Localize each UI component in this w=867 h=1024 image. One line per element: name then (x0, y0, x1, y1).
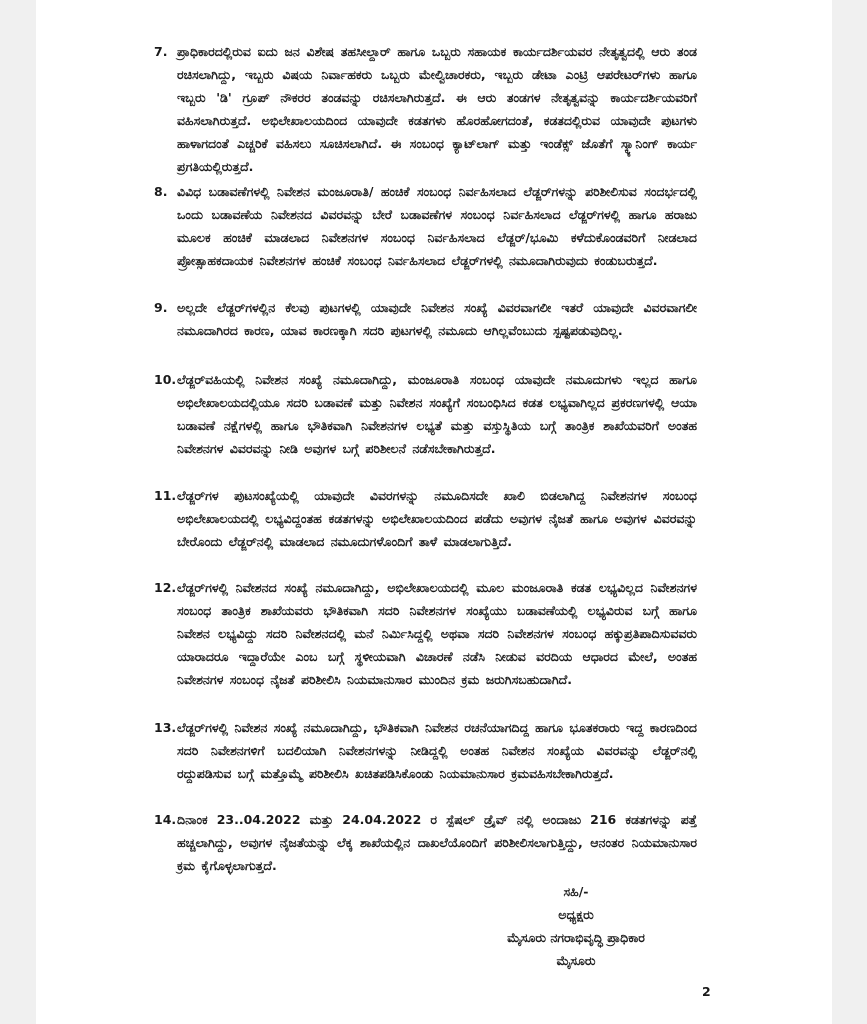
paragraph-number: 13. (154, 720, 177, 735)
paragraph-number: 14. (154, 812, 177, 827)
signatory-office: ಮೈಸೂರು ನಗರಾಭಿವೃದ್ಧಿ ಪ್ರಾಧಿಕಾರ (507, 930, 645, 945)
signatory-place: ಮೈಸೂರು (556, 953, 596, 968)
paragraph-number: 9. (154, 300, 168, 315)
paragraph-number: 12. (154, 580, 177, 595)
paragraph-text: ಲೆಡ್ಜರ್‌ವಹಿಯಲ್ಲಿ ನಿವೇಶನ ಸಂಖ್ಯೆ ನಮೂದಾಗಿದ್ದು, ಮಂಜೂರಾತಿ ಸಂಬಂಧ ಯಾವುದೇ ನಮೂದುಗಳು ಇಲ್ಲದ ಹಾಗೂ ಅಭಿಲೇಖಾಲಯದಲ್ಲಿಯೂ ಸದರಿ ಬಡಾವಣೆ ಮತ್ತು ನಿವೇಶನ ಸಂಖ್ಯೆಗೆ ಸಂಬಂಧಿಸಿದ ಕಡತ ಲಭ್ಯವಾಗಿಲ್ಲದ ಪ್ರಕರಣಗಳಲ್ಲಿ ಆಯಾ ಬಡಾವಣೆ ನಕ್ಷೆಗಳಲ್ಲಿ ಹಾಗೂ ಭೌತಿಕವಾಗಿ ನಿವೇಶನಗಳ ಲಭ್ಯತೆ ಮತ್ತು ವಸ್ತುಸ್ಥಿತಿಯ ಬಗ್ಗೆ ತಾಂತ್ರಿಕ ಶಾಖೆಯವರಿಗೆ ಅಂತಹ ನಿವೇಶನಗಳ ವಿವರವನ್ನು ನೀಡಿ ಅವುಗಳ ಬಗ್ಗೆ ಪರಿಶೀಲನೆ ನಡೆಸಬೇಕಾಗಿರುತ್ತದೆ. (177, 372, 697, 456)
paragraph-number: 10. (154, 372, 177, 387)
paragraph-text: ಅಲ್ಲದೇ ಲೆಡ್ಜರ್‌ಗಳಲ್ಲಿನ ಕೆಲವು ಪುಟಗಳಲ್ಲಿ ಯಾವುದೇ ನಿವೇಶನ ಸಂಖ್ಯೆ ವಿವರವಾಗಲೀ ಇತರೆ ಯಾವುದೇ ವಿವರವಾಗಲೀ ನಮೂದಾಗಿರದ ಕಾರಣ, ಯಾವ ಕಾರಣಕ್ಕಾಗಿ ಸದರಿ ಪುಟಗಳಲ್ಲಿ ನಮೂದು ಆಗಿಲ್ಲವೆಂಬುದು ಸ್ಪಷ್ಟಪಡುವುದಿಲ್ಲ. (177, 300, 697, 338)
signed-mark: ಸಹಿ/- (563, 884, 589, 899)
paragraph-text: ದಿನಾಂಕ 23..04.2022 ಮತ್ತು 24.04.2022 ರ ಸ್ಪೆಷಲ್ ಡ್ರೈವ್ ನಲ್ಲಿ ಅಂದಾಜು 216 ಕಡತಗಳನ್ನು ಪತ್ತೆ ಹಚ್ಚಲಾಗಿದ್ದು, ಅವುಗಳ ನೈಜತೆಯನ್ನು ಲೆಕ್ಕ ಶಾಖೆಯಲ್ಲಿನ ದಾಖಲೆಯೊಂದಿಗೆ ಪರಿಶೀಲಿಸಲಾಗುತ್ತಿದ್ದು, ಆನಂತರ ನಿಯಮಾನುಸಾರ ಕ್ರಮ ಕೈಗೊಳ್ಳಲಾಗುತ್ತದೆ. (177, 812, 697, 873)
paragraph-number: 11. (154, 488, 177, 503)
paragraph-text: ಲೆಡ್ಜರ್‌ಗಳ ಪುಟಸಂಖ್ಯೆಯಲ್ಲಿ ಯಾವುದೇ ವಿವರಗಳನ್ನು ನಮೂದಿಸದೇ ಖಾಲಿ ಬಿಡಲಾಗಿದ್ದ ನಿವೇಶನಗಳ ಸಂಬಂಧ ಅಭಿಲೇಖಾಲಯದಲ್ಲಿ ಲಭ್ಯವಿದ್ದಂತಹ ಕಡತಗಳನ್ನು ಅಭಿಲೇಖಾಲಯದಿಂದ ಪಡೆದು ಅವುಗಳ ನೈಜತೆ ಹಾಗೂ ಅವುಗಳ ವಿವರವನ್ನು ಬೇರೊಂದು ಲೆಡ್ಜರ್‌ನಲ್ಲಿ ಮಾಡಲಾದ ನಮೂದುಗಳೊಂದಿಗೆ ತಾಳೆ ಮಾಡಲಾಗುತ್ತಿದೆ. (177, 488, 697, 549)
paragraph-number: 7. (154, 44, 168, 59)
page-number: 2 (702, 984, 711, 999)
paragraph-text: ಪ್ರಾಧಿಕಾರದಲ್ಲಿರುವ ಐದು ಜನ ವಿಶೇಷ ತಹಸೀಲ್ದಾರ್ ಹಾಗೂ ಒಬ್ಬರು ಸಹಾಯಕ ಕಾರ್ಯದರ್ಶಿಯವರ ನೇತೃತ್ವದಲ್ಲಿ ಆರು ತಂಡ ರಚಿಸಲಾಗಿದ್ದು, ಇಬ್ಬರು ವಿಷಯ ನಿರ್ವಾಹಕರು ಒಬ್ಬರು ಮೇಲ್ವಿಚಾರಕರು, ಇಬ್ಬರು ಡೇಟಾ ಎಂಟ್ರಿ ಆಪರೇಟರ್‌ಗಳು ಹಾಗೂ ಇಬ್ಬರು 'ಡಿ' ಗ್ರೂಪ್ ನೌಕರರ ತಂಡವನ್ನು ರಚಿಸಲಾಗಿರುತ್ತದೆ. ಈ ಆರು ತಂಡಗಳ ನೇತೃತ್ವವನ್ನು ಕಾರ್ಯದರ್ಶಿಯವರಿಗೆ ವಹಿಸಲಾಗಿರುತ್ತದೆ. ಅಭಿಲೇಖಾಲಯದಿಂದ ಯಾವುದೇ ಕಡತಗಳು ಹೊರಹೋಗದಂತೆ, ಕಡತದಲ್ಲಿರುವ ಯಾವುದೇ ಪುಟಗಳು ಹಾಳಾಗದಂತೆ ಎಚ್ಚರಿಕೆ ವಹಿಸಲು ಸೂಚಿಸಲಾಗಿದೆ. ಈ ಸಂಬಂಧ ಕ್ಯಾಟ್‌ಲಾಗ್ ಮತ್ತು ಇಂಡೆಕ್ಸ್ ಜೊತೆಗೆ ಸ್ಕ್ಯಾನಿಂಗ್ ಕಾರ್ಯ ಪ್ರಗತಿಯಲ್ಲಿರುತ್ತದೆ. (177, 44, 697, 174)
document-page (36, 0, 832, 1024)
paragraph-number: 8. (154, 184, 168, 199)
paragraph-text: ಲೆಡ್ಜರ್‌ಗಳಲ್ಲಿ ನಿವೇಶನ ಸಂಖ್ಯೆ ನಮೂದಾಗಿದ್ದು, ಭೌತಿಕವಾಗಿ ನಿವೇಶನ ರಚನೆಯಾಗದಿದ್ದ ಹಾಗೂ ಭೂತಕರಾರು ಇದ್ದ ಕಾರಣದಿಂದ ಸದರಿ ನಿವೇಶನಗಳಿಗೆ ಬದಲಿಯಾಗಿ ನಿವೇಶನಗಳನ್ನು ನೀಡಿದ್ದಲ್ಲಿ ಅಂತಹ ನಿವೇಶನ ಸಂಖ್ಯೆಯ ವಿವರವನ್ನು ಲೆಡ್ಜರ್‌ನಲ್ಲಿ ರದ್ದುಪಡಿಸುವ ಬಗ್ಗೆ ಮತ್ತೊಮ್ಮೆ ಪರಿಶೀಲಿಸಿ ಖಚಿತಪಡಿಸಿಕೊಂಡು ನಿಯಮಾನುಸಾರ ಕ್ರಮವಹಿಸಬೇಕಾಗಿರುತ್ತದೆ. (177, 720, 697, 781)
paragraph-text: ಲೆಡ್ಜರ್‌ಗಳಲ್ಲಿ ನಿವೇಶನದ ಸಂಖ್ಯೆ ನಮೂದಾಗಿದ್ದು, ಅಭಿಲೇಖಾಲಯದಲ್ಲಿ ಮೂಲ ಮಂಜೂರಾತಿ ಕಡತ ಲಭ್ಯವಿಲ್ಲದ ನಿವೇಶನಗಳ ಸಂಬಂಧ ತಾಂತ್ರಿಕ ಶಾಖೆಯವರು ಭೌತಿಕವಾಗಿ ಸದರಿ ನಿವೇಶನಗಳ ಸಂಖ್ಯೆಯು ಬಡಾವಣೆಯಲ್ಲಿ ಲಭ್ಯವಿರುವ ಬಗ್ಗೆ ಹಾಗೂ ನಿವೇಶನ ಲಭ್ಯವಿದ್ದು ಸದರಿ ನಿವೇಶನದಲ್ಲಿ ಮನೆ ನಿರ್ಮಿಸಿದ್ದಲ್ಲಿ ಅಥವಾ ಸದರಿ ನಿವೇಶನಗಳ ಸಂಬಂಧ ಹಕ್ಕುಪ್ರತಿಪಾದಿಸುವವರು ಯಾರಾದರೂ ಇದ್ದಾರೆಯೇ ಎಂಬ ಬಗ್ಗೆ ಸ್ಥಳೀಯವಾಗಿ ವಿಚಾರಣೆ ನಡೆಸಿ ನೀಡುವ ವರದಿಯ ಆಧಾರದ ಮೇಲೆ, ಅಂತಹ ನಿವೇಶನಗಳ ಸಂಬಂಧ ನೈಜತೆ ಪರಿಶೀಲಿಸಿ ನಿಯಮಾನುಸಾರ ಮುಂದಿನ ಕ್ರಮ ಜರುಗಿಸಬಹುದಾಗಿದೆ. (177, 580, 697, 687)
paragraph-text: ವಿವಿಧ ಬಡಾವಣೆಗಳಲ್ಲಿ ನಿವೇಶನ ಮಂಜೂರಾತಿ/ ಹಂಚಿಕೆ ಸಂಬಂಧ ನಿರ್ವಹಿಸಲಾದ ಲೆಡ್ಜರ್‌ಗಳನ್ನು ಪರಿಶೀಲಿಸುವ ಸಂದರ್ಭದಲ್ಲಿ ಒಂದು ಬಡಾವಣೆಯ ನಿವೇಶನದ ವಿವರವನ್ನು ಬೇರೆ ಬಡಾವಣೆಗಳ ಸಂಬಂಧ ನಿರ್ವಹಿಸಲಾದ ಲೆಡ್ಜರ್‌ಗಳಲ್ಲಿ ಹಾಗೂ ಹರಾಜು ಮೂಲಕ ಹಂಚಿಕೆ ಮಾಡಲಾದ ನಿವೇಶನಗಳ ಸಂಬಂಧ ನಿರ್ವಹಿಸಲಾದ ಲೆಡ್ಜರ್/ಭೂಮಿ ಕಳೆದುಕೊಂಡವರಿಗೆ ನೀಡಲಾದ ಪ್ರೋತ್ಸಾಹಕದಾಯಕ ನಿವೇಶನಗಳ ಹಂಚಿಕೆ ಸಂಬಂಧ ನಿರ್ವಹಿಸಲಾದ ಲೆಡ್ಜರ್‌ಗಳಲ್ಲಿ ನಮೂದಾಗಿರುವುದು ಕಂಡುಬರುತ್ತದೆ. (177, 184, 697, 268)
signatory-designation: ಅಧ್ಯಕ್ಷರು (558, 907, 594, 922)
